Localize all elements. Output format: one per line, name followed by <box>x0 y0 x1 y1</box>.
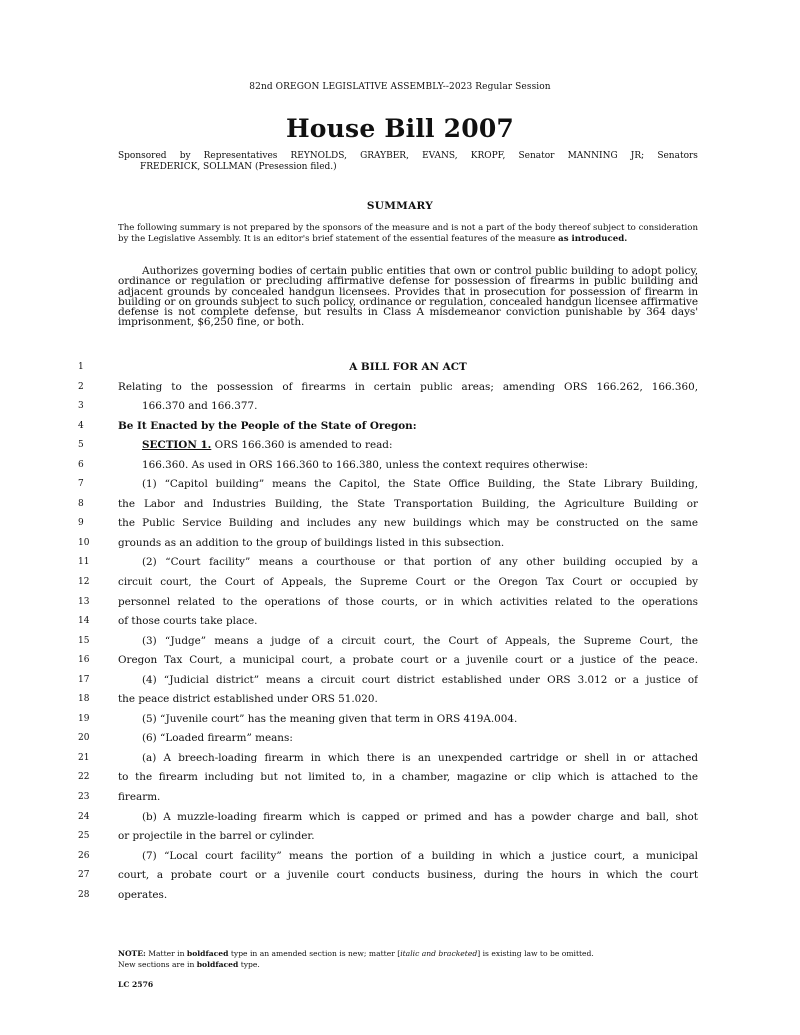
bill-line <box>0 671 800 691</box>
bill-line <box>0 417 800 437</box>
note-bold: boldfaced <box>186 949 229 958</box>
sponsor-word: Senators <box>657 151 698 161</box>
bill-line <box>0 593 800 613</box>
line-text: (4) “Judicial district” means a circuit court district established under ORS 3.012 or a justice of <box>142 673 698 686</box>
line-text: (1) “Capitol building” means the Capitol, the State Office Building, the State Library Building, <box>142 478 698 491</box>
note-text: type in an amended section is new; matter [ <box>228 949 401 958</box>
session-header: 82nd OREGON LEGISLATIVE ASSEMBLY--2023 Regular Session <box>249 82 551 92</box>
line-number: 14 <box>78 616 90 627</box>
bill-line <box>0 808 800 828</box>
line-number: 11 <box>78 557 90 568</box>
line-text: (5) “Juvenile court” has the meaning given that term in ORS 419A.004. <box>142 712 518 725</box>
bill-line <box>0 612 800 632</box>
line-text: (3) “Judge” means a judge of a circuit court, the Court of Appeals, the Supreme Court, the <box>142 634 698 647</box>
line-text: the Public Service Building and includes any new buildings which may be constructed on the same <box>118 517 698 530</box>
sponsor-word: by <box>179 151 191 161</box>
line-text: (7) “Local court facility” means the portion of a building in which a justice court, a municipal <box>142 849 698 862</box>
sponsor-word: Representatives <box>203 151 278 161</box>
sponsor-word: Senator <box>518 151 555 161</box>
line-text: circuit court, the Court of Appeals, the Supreme Court or the Oregon Tax Court or occupied by <box>118 576 698 589</box>
bill-line <box>0 378 800 398</box>
line-number: 21 <box>78 752 90 763</box>
footer-note-line-1 <box>118 948 698 959</box>
line-number: 8 <box>78 498 84 509</box>
line-text: grounds as an addition to the group of buildings listed in this subsection. <box>118 536 505 549</box>
act-heading: A BILL FOR AN ACT <box>349 361 467 373</box>
line-number: 15 <box>78 635 90 646</box>
note-bold: boldfaced <box>196 960 239 969</box>
section-label: SECTION 1. <box>142 439 212 452</box>
summary-note-bold: as introduced. <box>558 234 628 244</box>
line-number: 25 <box>78 831 90 842</box>
note-text: New sections are in <box>118 960 197 969</box>
line-number: 3 <box>78 401 84 412</box>
line-number: 28 <box>78 889 90 900</box>
line-number: 27 <box>78 870 90 881</box>
summary-note <box>118 223 698 245</box>
bill-line <box>0 651 800 671</box>
bill-line <box>0 847 800 867</box>
summary-body <box>118 266 698 328</box>
section-text: ORS 166.360 is amended to read: <box>211 439 393 452</box>
bill-line <box>0 534 800 554</box>
sponsor-word: JR; <box>630 151 645 161</box>
line-number: 24 <box>78 811 90 822</box>
sponsor-word: REYNOLDS, <box>290 151 347 161</box>
line-number: 19 <box>78 713 90 724</box>
line-number: 23 <box>78 792 90 803</box>
bill-line <box>0 768 800 788</box>
line-number: 7 <box>78 479 84 490</box>
sponsor-word: GRAYBER, <box>360 151 409 161</box>
line-text: to the firearm including but not limited to, in a chamber, magazine or clip which is attached to the <box>118 771 698 784</box>
bill-line <box>0 358 800 378</box>
sponsor-word: EVANS, <box>422 151 458 161</box>
bill-title: House Bill 2007 <box>285 114 515 143</box>
line-number: 5 <box>78 440 84 451</box>
lc-number: LC 2576 <box>118 980 154 989</box>
bill-line <box>0 749 800 769</box>
enacting-clause: Be It Enacted by the People of the State of Oregon: <box>118 419 417 432</box>
line-text: (6) “Loaded firearm” means: <box>142 732 293 745</box>
sponsors-line-2: FREDERICK, SOLLMAN (Presession filed.) <box>140 162 337 172</box>
note-label: NOTE: <box>118 949 146 958</box>
note-text: type. <box>238 960 260 969</box>
bill-line <box>0 495 800 515</box>
sponsor-word: MANNING <box>567 151 618 161</box>
line-number: 9 <box>78 518 84 529</box>
sponsor-word: Sponsored <box>118 151 167 161</box>
line-number: 12 <box>78 577 90 588</box>
sponsors-line-1 <box>118 151 698 162</box>
line-text: firearm. <box>118 791 161 804</box>
bill-line <box>0 690 800 710</box>
line-text: the Labor and Industries Building, the State Transportation Building, the Agriculture Building or <box>118 497 698 510</box>
line-text <box>142 436 698 456</box>
line-text: (2) “Court facility” means a courthouse or that portion of any other building occupied by a <box>142 556 698 569</box>
line-text: Oregon Tax Court, a municipal court, a probate court or a juvenile court or a justice of the peace. <box>118 654 698 667</box>
line-number: 17 <box>78 674 90 685</box>
bill-text <box>0 358 800 905</box>
line-number: 6 <box>78 459 84 470</box>
sponsor-word: KROPF, <box>470 151 506 161</box>
summary-note-text: The following summary is not prepared by the sponsors of the measure and is not a part of the body thereof subject to consideration by the Legislative Assembly. It is an editor's brief statement of the essential features of the measure <box>118 223 698 244</box>
sponsors <box>118 151 698 173</box>
bill-line <box>0 729 800 749</box>
bill-line <box>0 710 800 730</box>
bill-line <box>0 456 800 476</box>
bill-line <box>0 827 800 847</box>
note-text: Matter in <box>145 949 187 958</box>
bill-line <box>0 514 800 534</box>
bill-line <box>0 886 800 906</box>
note-text: ] is existing law to be omitted. <box>477 949 594 958</box>
line-text: Relating to the possession of firearms in certain public areas; amending ORS 166.262, 166.360, <box>118 380 698 393</box>
line-number: 26 <box>78 850 90 861</box>
bill-line <box>0 788 800 808</box>
line-number: 2 <box>78 381 84 392</box>
line-text: of those courts take place. <box>118 615 258 628</box>
line-text: (a) A breech-loading firearm in which there is an unexpended cartridge or shell in or attached <box>142 751 698 764</box>
note-italic: italic and bracketed <box>400 949 478 958</box>
footer-note-line-2 <box>118 959 698 970</box>
line-number: 18 <box>78 694 90 705</box>
line-text: (b) A muzzle-loading firearm which is capped or primed and has a powder charge and ball, shot <box>142 810 698 823</box>
bill-line <box>0 475 800 495</box>
line-text: 166.370 and 166.377. <box>142 400 258 413</box>
line-text: court, a probate court or a juvenile court conducts business, during the hours in which the court <box>118 869 698 882</box>
line-number: 4 <box>78 420 84 431</box>
summary-heading: SUMMARY <box>366 200 434 212</box>
bill-line <box>0 436 800 456</box>
bill-line <box>0 632 800 652</box>
line-number: 1 <box>78 362 84 372</box>
line-text: personnel related to the operations of those courts, or in which activities related to the operations <box>118 595 698 608</box>
line-number: 20 <box>78 733 90 744</box>
line-number: 16 <box>78 655 90 666</box>
line-number: 10 <box>78 537 90 548</box>
summary-paragraph: Authorizes governing bodies of certain public entities that own or control public building to adopt policy, ordinance or regulation or precluding affirmative defense for possession of firearms in public building and adjacent grounds by concealed handgun licensees. Provides that in prosecution for possession of firearm in building or on grounds subject to such policy, ordinance or regulation, concealed handgun licensee affirmative defense is not complete defense, but results in Class A misdemeanor conviction punishable by 364 days' imprisonment, $6,250 fine, or both. <box>118 265 698 329</box>
bill-line <box>0 573 800 593</box>
line-text: operates. <box>118 888 168 901</box>
bill-line <box>0 553 800 573</box>
footer-note <box>118 948 698 970</box>
line-text: or projectile in the barrel or cylinder. <box>118 830 315 843</box>
line-text: the peace district established under ORS 51.020. <box>118 693 378 706</box>
line-number: 13 <box>78 596 90 607</box>
bill-line <box>0 397 800 417</box>
line-text: 166.360. As used in ORS 166.360 to 166.380, unless the context requires otherwise: <box>142 458 589 471</box>
line-number: 22 <box>78 772 90 783</box>
bill-line <box>0 866 800 886</box>
